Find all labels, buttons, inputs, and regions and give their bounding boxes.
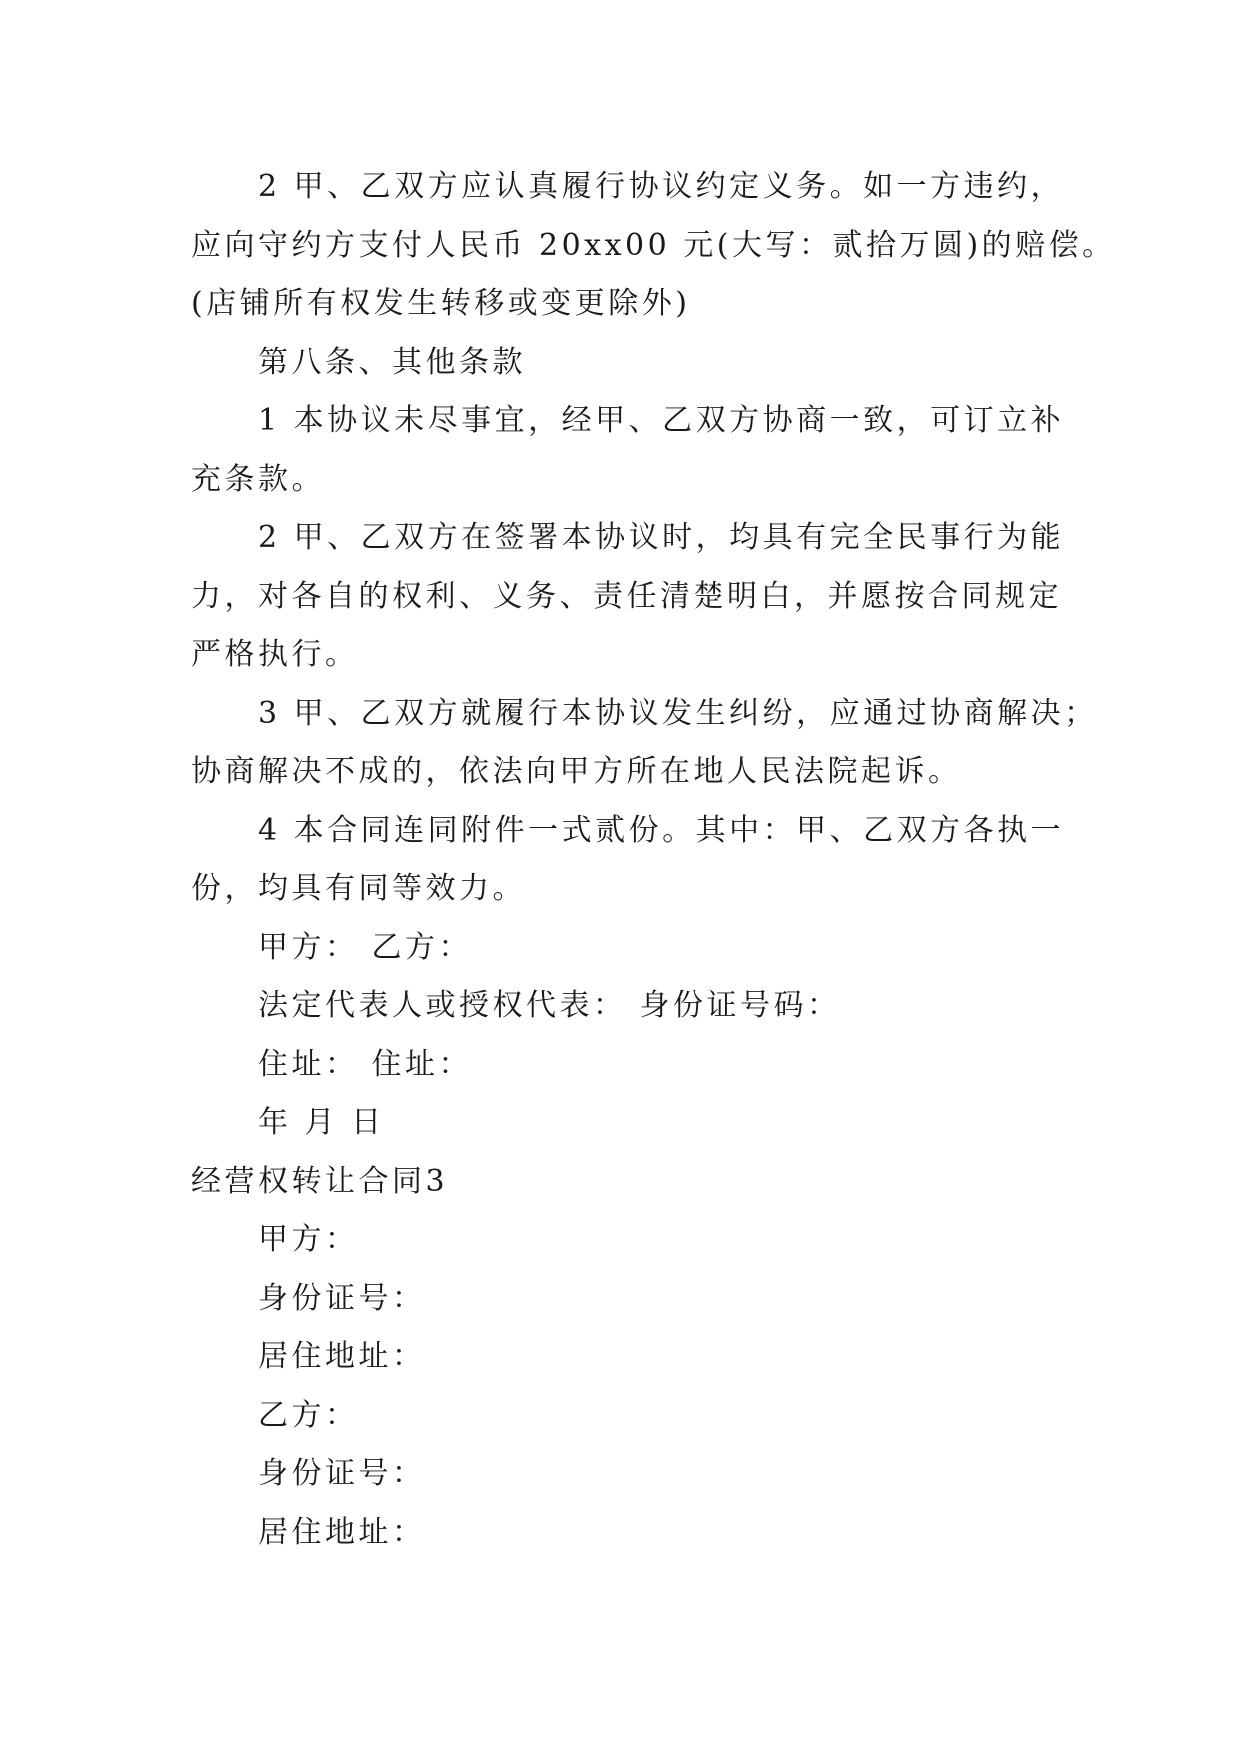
clause-8-3-line-2: 协商解决不成的，依法向甲方所在地人民法院起诉。 — [191, 754, 962, 789]
clause-8-2 — [191, 509, 1081, 685]
clause-7-2 — [191, 158, 1116, 334]
clause-8-4-line-1: 4 本合同连同附件一式贰份。其中：甲、乙双方各执一 — [258, 812, 1065, 848]
party-a-id-label: 身份证号： — [258, 1280, 426, 1316]
document-body — [191, 158, 1116, 1562]
contract-3-fields — [191, 1211, 1081, 1562]
clause-8-4 — [191, 802, 1081, 919]
clause-7-2-line-1: 2 甲、乙双方应认真履行协议约定义务。如一方违约， — [258, 169, 1065, 204]
party-b-address-label: 居住地址： — [258, 1514, 426, 1550]
clause-7-2-line-3: (店铺所有权发生转移或变更除外) — [191, 286, 691, 321]
signature-parties: 甲方： 乙方： — [258, 929, 473, 965]
signature-representatives: 法定代表人或授权代表： 身份证号码： — [258, 988, 841, 1023]
article-8-heading — [191, 334, 1081, 393]
signature-date: 年 月 日 — [258, 1105, 385, 1140]
clause-8-2-line-1: 2 甲、乙双方在签署本协议时，均具有完全民事行为能 — [258, 520, 1065, 555]
clause-8-1-line-1: 1 本协议未尽事宜，经甲、乙双方协商一致，可订立补 — [258, 403, 1065, 438]
clause-8-2-line-3: 严格执行。 — [191, 637, 359, 672]
party-a-address-label: 居住地址： — [258, 1339, 426, 1374]
contract-3-title-text: 经营权转让合同3 — [191, 1163, 449, 1199]
party-b-label: 乙方： — [258, 1397, 359, 1433]
signature-block — [191, 919, 1081, 1153]
article-8-heading-text: 第八条、其他条款 — [258, 344, 526, 380]
clause-7-2-line-2: 应向守约方支付人民币 20xx00 元(大写：贰拾万圆)的赔偿。 — [191, 227, 1116, 263]
clause-8-3 — [191, 685, 1098, 802]
clause-8-2-line-2: 力，对各自的权利、义务、责任清楚明白，并愿按合同规定 — [191, 578, 1062, 614]
clause-8-4-line-2: 份，均具有同等效力。 — [191, 871, 526, 906]
party-a-label: 甲方： — [258, 1222, 359, 1257]
clause-8-3-line-1: 3 甲、乙双方就履行本协议发生纠纷，应通过协商解决； — [258, 695, 1098, 731]
party-b-id-label: 身份证号： — [258, 1456, 426, 1491]
contract-3-title — [191, 1153, 1081, 1212]
clause-8-1-line-2: 充条款。 — [191, 461, 325, 497]
clause-8-1 — [191, 392, 1081, 509]
signature-addresses: 住址： 住址： — [258, 1046, 473, 1082]
